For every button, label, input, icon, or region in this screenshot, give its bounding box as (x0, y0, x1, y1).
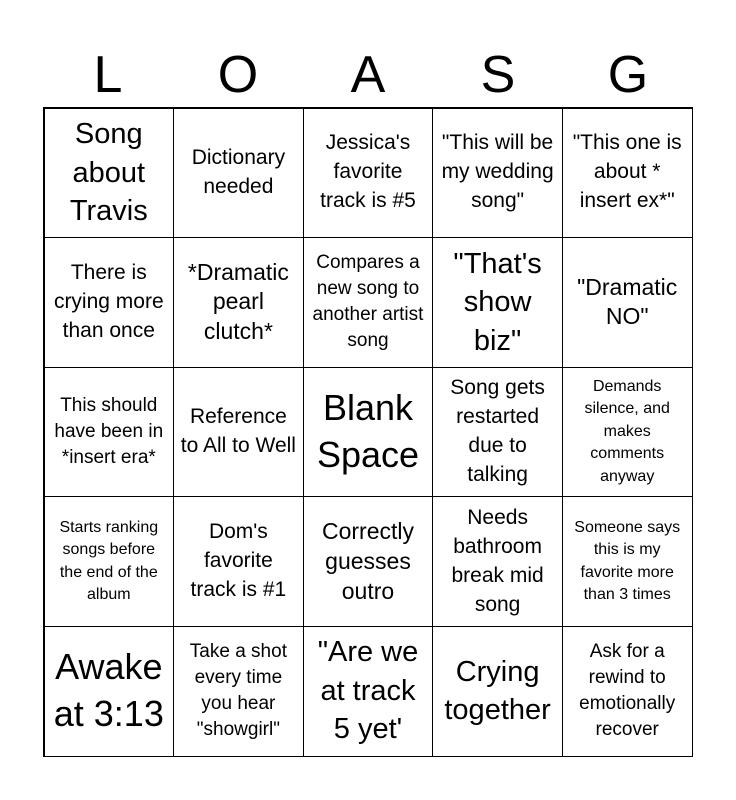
cell-text: Jessica's favorite track is #5 (320, 131, 416, 213)
bingo-cell[interactable] (432, 237, 563, 368)
cell-text: Take a shot every time you hear "showgirl" (189, 641, 287, 741)
bingo-cell[interactable] (432, 626, 563, 757)
bingo-cell[interactable] (562, 496, 693, 627)
bingo-grid (43, 107, 693, 757)
cell-text: "Dramatic NO" (577, 273, 678, 330)
cell-text: "This will be my wedding song" (441, 131, 554, 213)
cell-text: Awake at 3:13 (53, 646, 164, 735)
cell-text: Starts ranking songs before the end of the album (59, 518, 159, 603)
cell-text: Someone says this is my favorite more than 3 times (574, 518, 681, 603)
cell-text: Correctly guesses outro (321, 517, 414, 604)
bingo-cell[interactable] (303, 108, 434, 239)
bingo-cell[interactable] (44, 626, 175, 757)
cell-text: "That's show biz" (453, 247, 542, 357)
bingo-cell[interactable] (44, 367, 175, 498)
bingo-cell[interactable] (562, 367, 693, 498)
bingo-cell[interactable] (303, 496, 434, 627)
bingo-cell[interactable] (562, 626, 693, 757)
cell-text: Blank Space (316, 387, 420, 475)
cell-text: This should have been in *insert era* (54, 394, 164, 468)
bingo-cell[interactable] (432, 108, 563, 239)
bingo-cell[interactable] (303, 626, 434, 757)
bingo-cell[interactable] (173, 108, 304, 239)
cell-text: Dom's favorite track is #1 (190, 520, 287, 602)
bingo-cell[interactable] (173, 237, 304, 368)
bingo-cell-free[interactable] (303, 367, 434, 498)
header-letter: O (217, 46, 259, 104)
bingo-cell[interactable] (432, 496, 563, 627)
cell-text: Song about Travis (69, 117, 148, 228)
cell-text: Song gets restarted due to talking (450, 376, 545, 486)
header-letter: S (480, 46, 516, 104)
cell-text: Ask for a rewind to emotionally recover (579, 641, 676, 741)
bingo-cell[interactable] (432, 367, 563, 498)
cell-text: Compares a new song to another artist song (312, 252, 424, 352)
cell-text: Dictionary needed (191, 145, 286, 198)
cell-text: "Are we at track 5 yet' (317, 636, 419, 746)
header-letter: G (607, 46, 649, 104)
header-letter: A (350, 46, 386, 104)
bingo-cell[interactable] (44, 108, 175, 239)
bingo-cell[interactable] (562, 108, 693, 239)
header-letter: L (93, 46, 123, 104)
bingo-cell[interactable] (562, 237, 693, 368)
bingo-cell[interactable] (173, 367, 304, 498)
cell-text: Needs bathroom break mid song (451, 505, 544, 616)
bingo-cell[interactable] (44, 496, 175, 627)
cell-text: *Dramatic pearl clutch* (187, 258, 289, 345)
bingo-cell[interactable] (303, 237, 434, 368)
cell-text: Crying together (444, 655, 551, 727)
bingo-cell[interactable] (44, 237, 175, 368)
cell-text: Reference to All to Well (180, 405, 296, 457)
bingo-cell[interactable] (173, 626, 304, 757)
cell-text: "This one is about * insert ex*" (572, 131, 682, 213)
bingo-header (43, 40, 693, 110)
bingo-cell[interactable] (173, 496, 304, 627)
cell-text: Demands silence, and makes comments anyway (584, 378, 670, 485)
cell-text: There is crying more than once (53, 260, 164, 342)
